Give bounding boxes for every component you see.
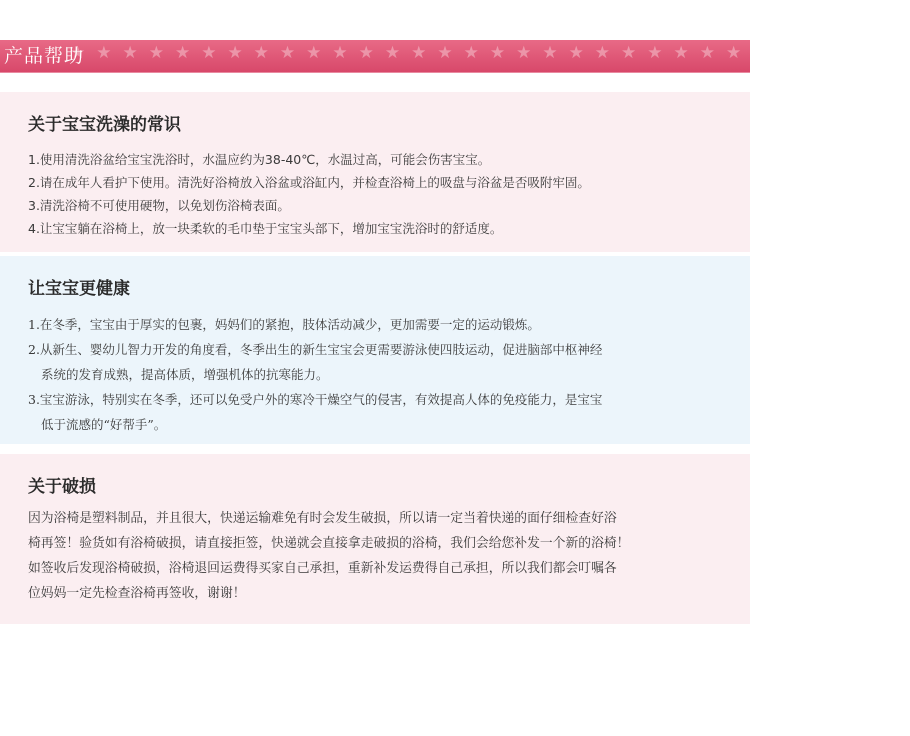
list-item: 4.让宝宝躺在浴椅上，放一块柔软的毛巾垫于宝宝头部下，增加宝宝洗浴时的舒适度。 — [28, 221, 503, 236]
list-item — [28, 337, 728, 387]
header-banner — [0, 40, 910, 72]
list-item-line: 1.在冬季，宝宝由于厚实的包裹，妈妈们的紧抱，肢体活动减少，更加需要一定的运动锻炼。 — [28, 317, 540, 332]
paragraph-line: 因为浴椅是塑料制品，并且很大，快递运输难免有时会发生破损，所以请一定当着快递的面仔细检查好浴 — [28, 511, 617, 526]
section-bath-tips — [0, 92, 750, 252]
banner-title: 产品帮助 — [4, 45, 85, 67]
section-title: 关于破损 — [28, 477, 96, 497]
paragraph-line: 椅再签！验货如有浴椅破损，请直接拒签，快递就会直接拿走破损的浴椅，我们会给您补发一个新的浴椅！ — [28, 536, 630, 551]
health-list — [28, 312, 728, 437]
list-item-line: 2.从新生、婴幼儿智力开发的角度看，冬季出生的新生宝宝会更需要游泳使四肢运动，促进脑部中枢神经 — [28, 342, 603, 357]
list-item — [28, 312, 728, 337]
list-item-continuation: 系统的发育成熟，提高体质，增强机体的抗寒能力。 — [41, 367, 329, 382]
list-item — [28, 387, 728, 437]
list-item: 1.使用清洗浴盆给宝宝洗浴时，水温应约为38-40℃，水温过高，可能会伤害宝宝。 — [28, 152, 491, 167]
list-item-line: 3.宝宝游泳，特别实在冬季，还可以免受户外的寒冷干燥空气的侵害，有效提高人体的免疫能力，是宝宝 — [28, 392, 603, 407]
bath-tips-list — [28, 148, 728, 240]
section-health — [0, 256, 750, 444]
section-damage — [0, 454, 750, 624]
paragraph-line: 如签收后发现浴椅破损，浴椅退回运费得买家自己承担，重新补发运费得自己承担，所以我们都会叮嘱各 — [28, 561, 617, 576]
damage-paragraph — [28, 506, 728, 606]
section-title: 让宝宝更健康 — [28, 279, 130, 299]
section-title: 关于宝宝洗澡的常识 — [28, 115, 181, 135]
banner-star-pattern: ★★★★★★★★★★★★★★★★★★★★★★★★★★★★★★★★ — [70, 43, 910, 63]
list-item: 2.请在成年人看护下使用。清洗好浴椅放入浴盆或浴缸内，并检查浴椅上的吸盘与浴盆是否吸附牢固。 — [28, 175, 590, 190]
list-item-continuation: 低于流感的“好帮手”。 — [41, 417, 167, 432]
list-item: 3.清洗浴椅不可使用硬物，以免划伤浴椅表面。 — [28, 198, 290, 213]
banner-divider — [0, 72, 750, 73]
paragraph-line: 位妈妈一定先检查浴椅再签收，谢谢！ — [28, 586, 246, 601]
